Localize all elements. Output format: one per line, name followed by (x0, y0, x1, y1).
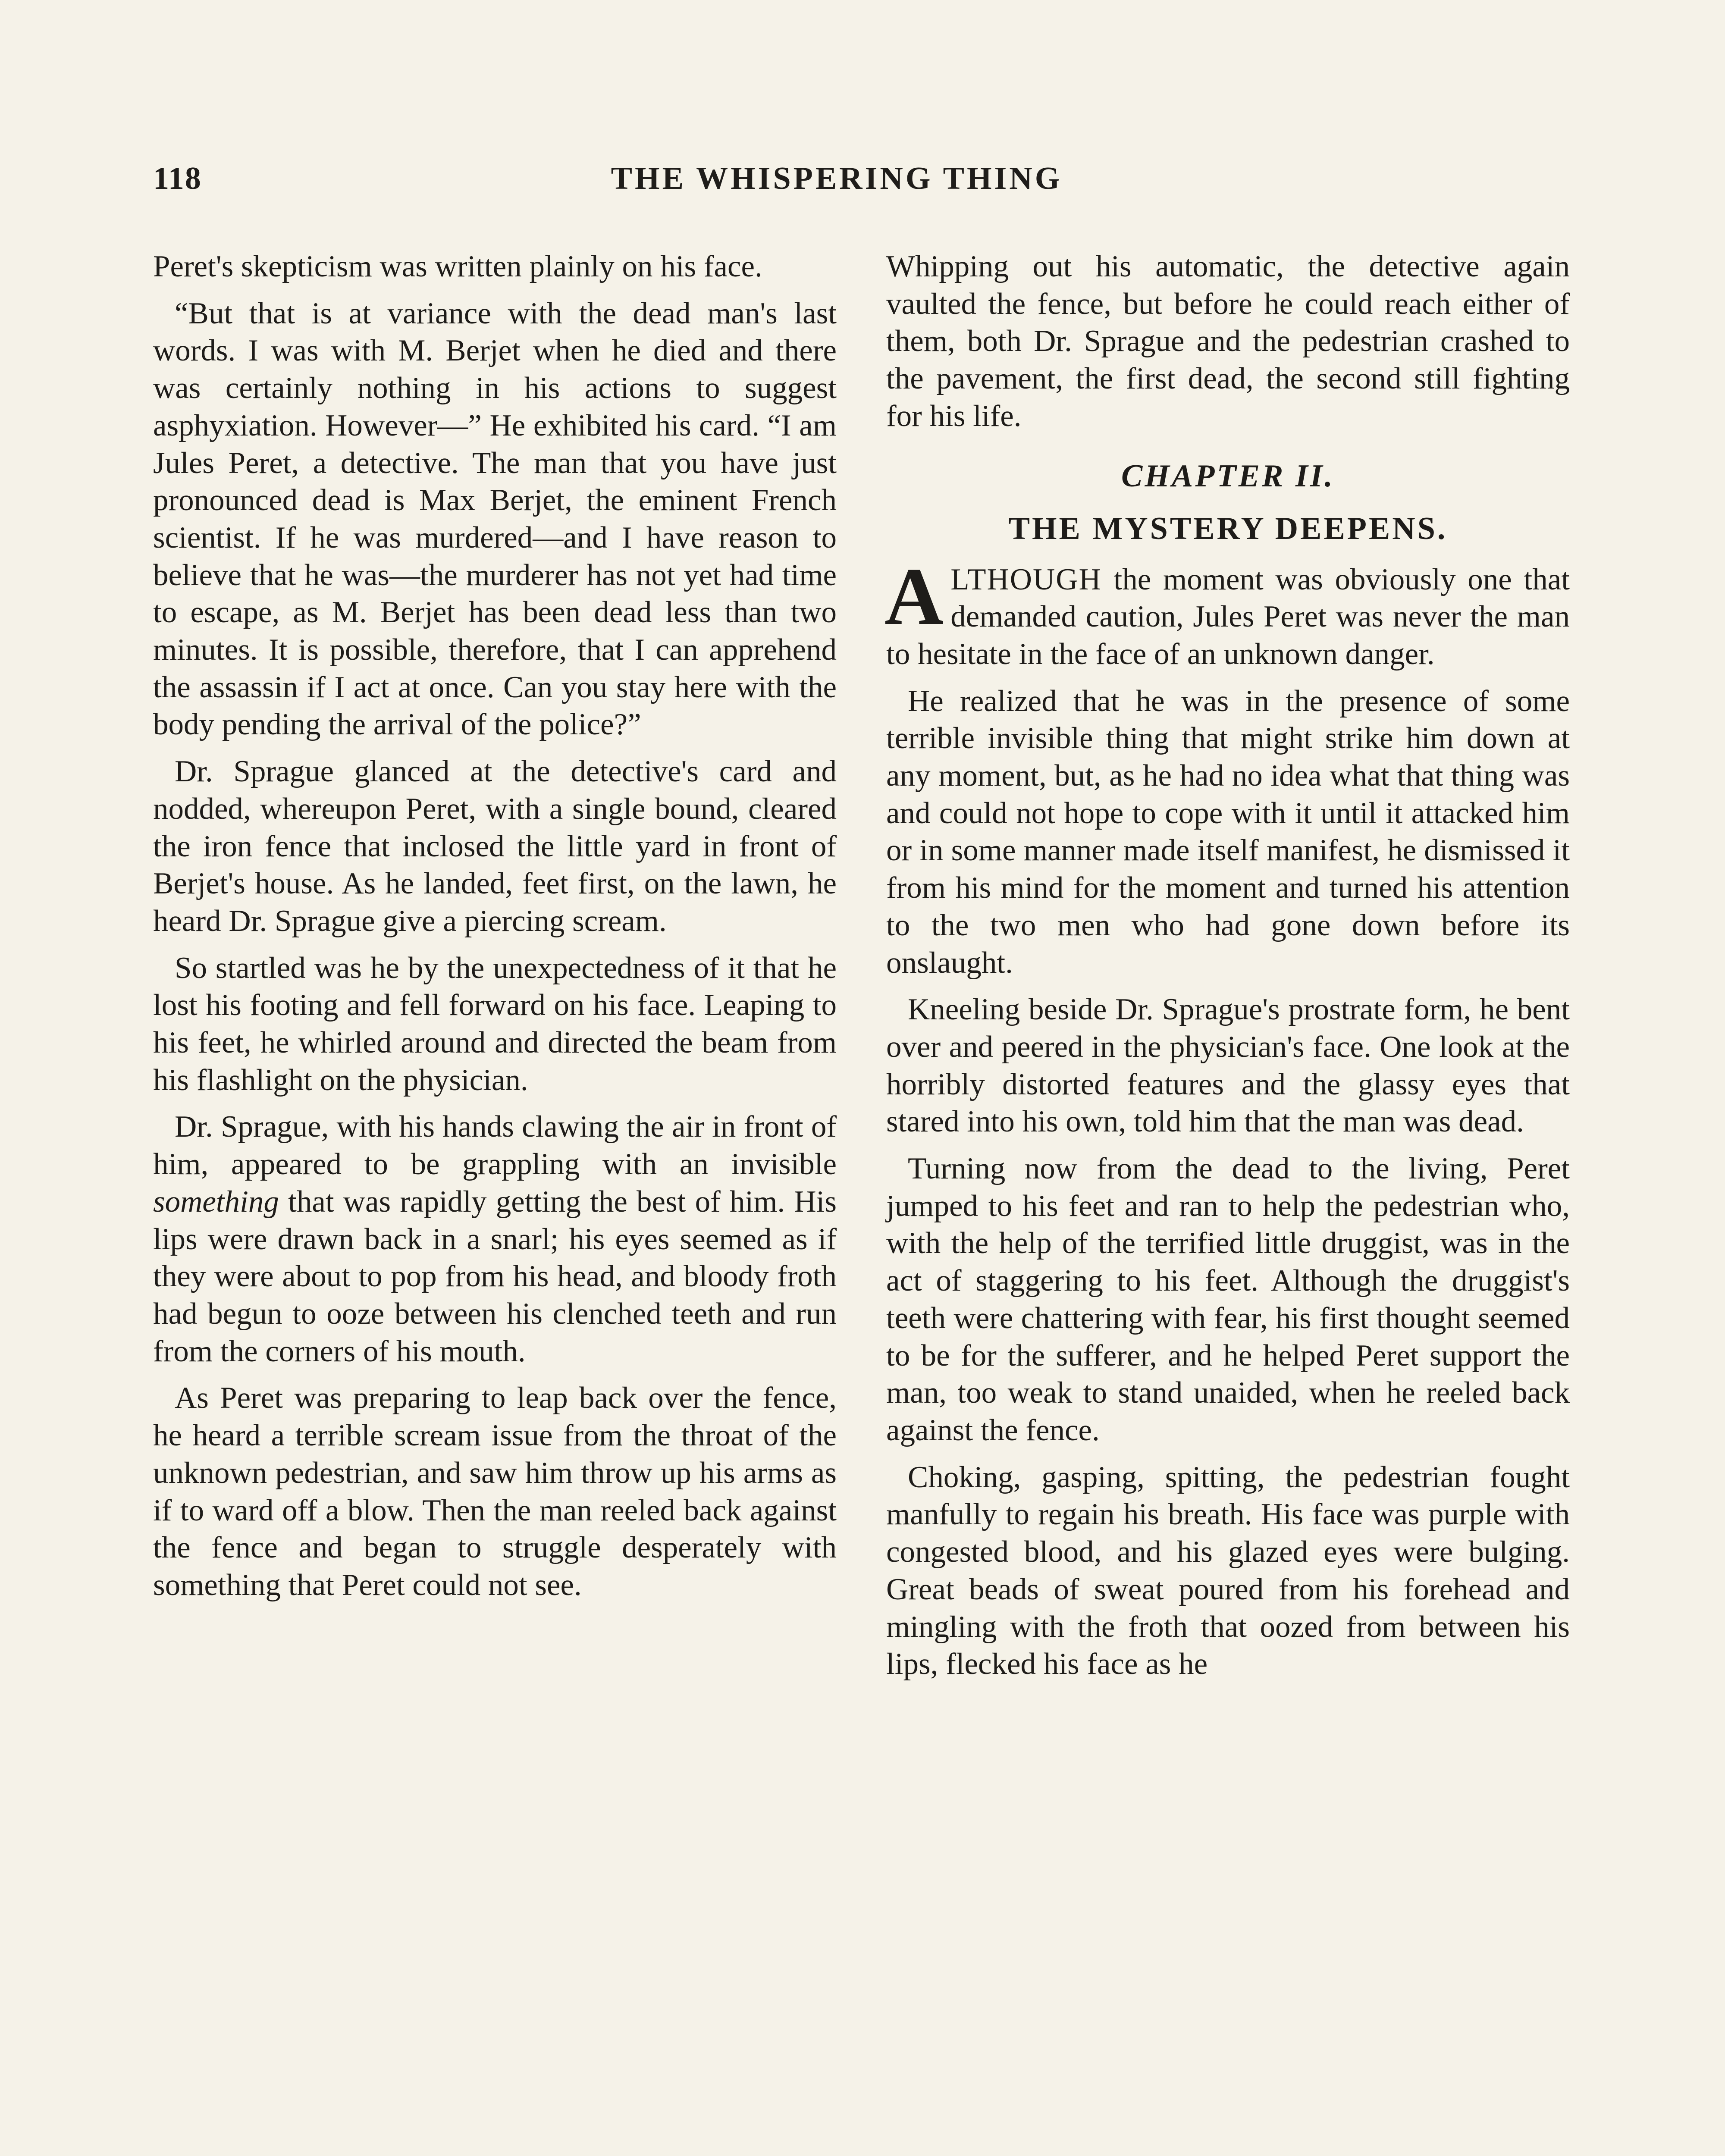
paragraph-text: Dr. Sprague, with his hands clawing the air in front of him, appeared to be grappling with an invisible (153, 1110, 837, 1181)
paragraph: Turning now from the dead to the living, Peret jumped to his feet and ran to help the pedestrian who, with the help of the terrified little druggist, was in the act of staggering to his feet. Although the druggist's teeth were chattering with fear, his first thought seemed to be for the sufferer, and he helped Peret support the man, too weak to stand unaided, when he reeled back against the fence. (886, 1152, 1570, 1447)
paragraph: Dr. Sprague glanced at the detective's card and nodded, whereupon Peret, with a single bound, cleared the iron fence that inclosed the little yard in front of Berjet's house. As he landed, feet first, on the lawn, he heard Dr. Sprague give a piercing scream. (153, 755, 837, 938)
left-column (153, 248, 837, 1604)
drop-cap: A (884, 551, 944, 642)
paragraph: So startled was he by the unexpectedness of it that he lost his footing and fell forward on his face. Leaping to his feet, he whirled around and directed the beam from his flashlight on the physician. (153, 951, 837, 1097)
right-column (886, 248, 1570, 1683)
paragraph: Kneeling beside Dr. Sprague's prostrate form, he bent over and peered in the physician's face. One look at the horribly distorted features and the glassy eyes that stared into his own, told him that the man was dead. (886, 993, 1570, 1139)
paragraph: As Peret was preparing to leap back over the fence, he heard a terrible scream issue from the throat of the unknown pedestrian, and saw him throw up his arms as if to ward off a blow. Then the man reeled back against the fence and began to struggle desperately with something that Peret could not see. (153, 1381, 837, 1602)
small-caps-word: LTHOUGH (950, 562, 1102, 596)
paragraph: Whipping out his automatic, the detective again vaulted the fence, but before he could reach either of them, both Dr. Sprague and the pedestrian crashed to the pavement, the first dead, the second still fighting for his life. (886, 250, 1570, 433)
paragraph: He realized that he was in the presence of some terrible invisible thing that might strike him down at any moment, but, as he had no idea what that thing was and could not hope to cope with it until it attacked him or in some manner made itself manifest, he dismissed it from his mind for the moment and turned his attention to the two men who had gone down before its onslaught. (886, 684, 1570, 980)
paragraph: Peret's skepticism was written plainly on his face. (153, 250, 762, 283)
italic-word: something (153, 1185, 279, 1219)
page-number: 118 (153, 161, 202, 196)
paragraph: “But that is at variance with the dead man's last words. I was with M. Berjet when he died and there was certainly nothing in his actions to suggest asphyxiation. However—” He exhibited his card. “I am Jules Peret, a detective. The man that you have just pronounced dead is Max Berjet, the eminent French scientist. If he was murdered—and I have reason to believe that he was—the murderer has not yet had time to escape, as M. Berjet has been dead less than two minutes. It is possible, therefore, that I can apprehend the assassin if I act at once. Can you stay here with the body pending the arrival of the police?” (153, 296, 837, 742)
running-title: THE WHISPERING THING (611, 161, 1063, 196)
chapter-title: CHAPTER II. (1121, 458, 1335, 494)
chapter-opening-paragraph (884, 551, 1570, 673)
paragraph-text: the moment was obviously one that demanded caution, Jules Peret was never the man to hesitate in the face of an unknown danger. (886, 562, 1570, 671)
chapter-subtitle: THE MYSTERY DEEPENS. (1008, 511, 1448, 546)
paragraph-text: that was rapidly getting the best of him. His lips were drawn back in a snarl; his eyes seemed as if they were about to pop from his head, and bloody froth had begun to ooze between his clenched teeth and run from the corners of his mouth. (153, 1185, 837, 1368)
paragraph (153, 1108, 837, 1370)
paragraph: Choking, gasping, spitting, the pedestrian fought manfully to regain his breath. His face was purple with congested blood, and his glazed eyes were bulging. Great beads of sweat poured from his forehead and mingling with the froth that oozed from between his lips, flecked his face as he (886, 1460, 1570, 1681)
